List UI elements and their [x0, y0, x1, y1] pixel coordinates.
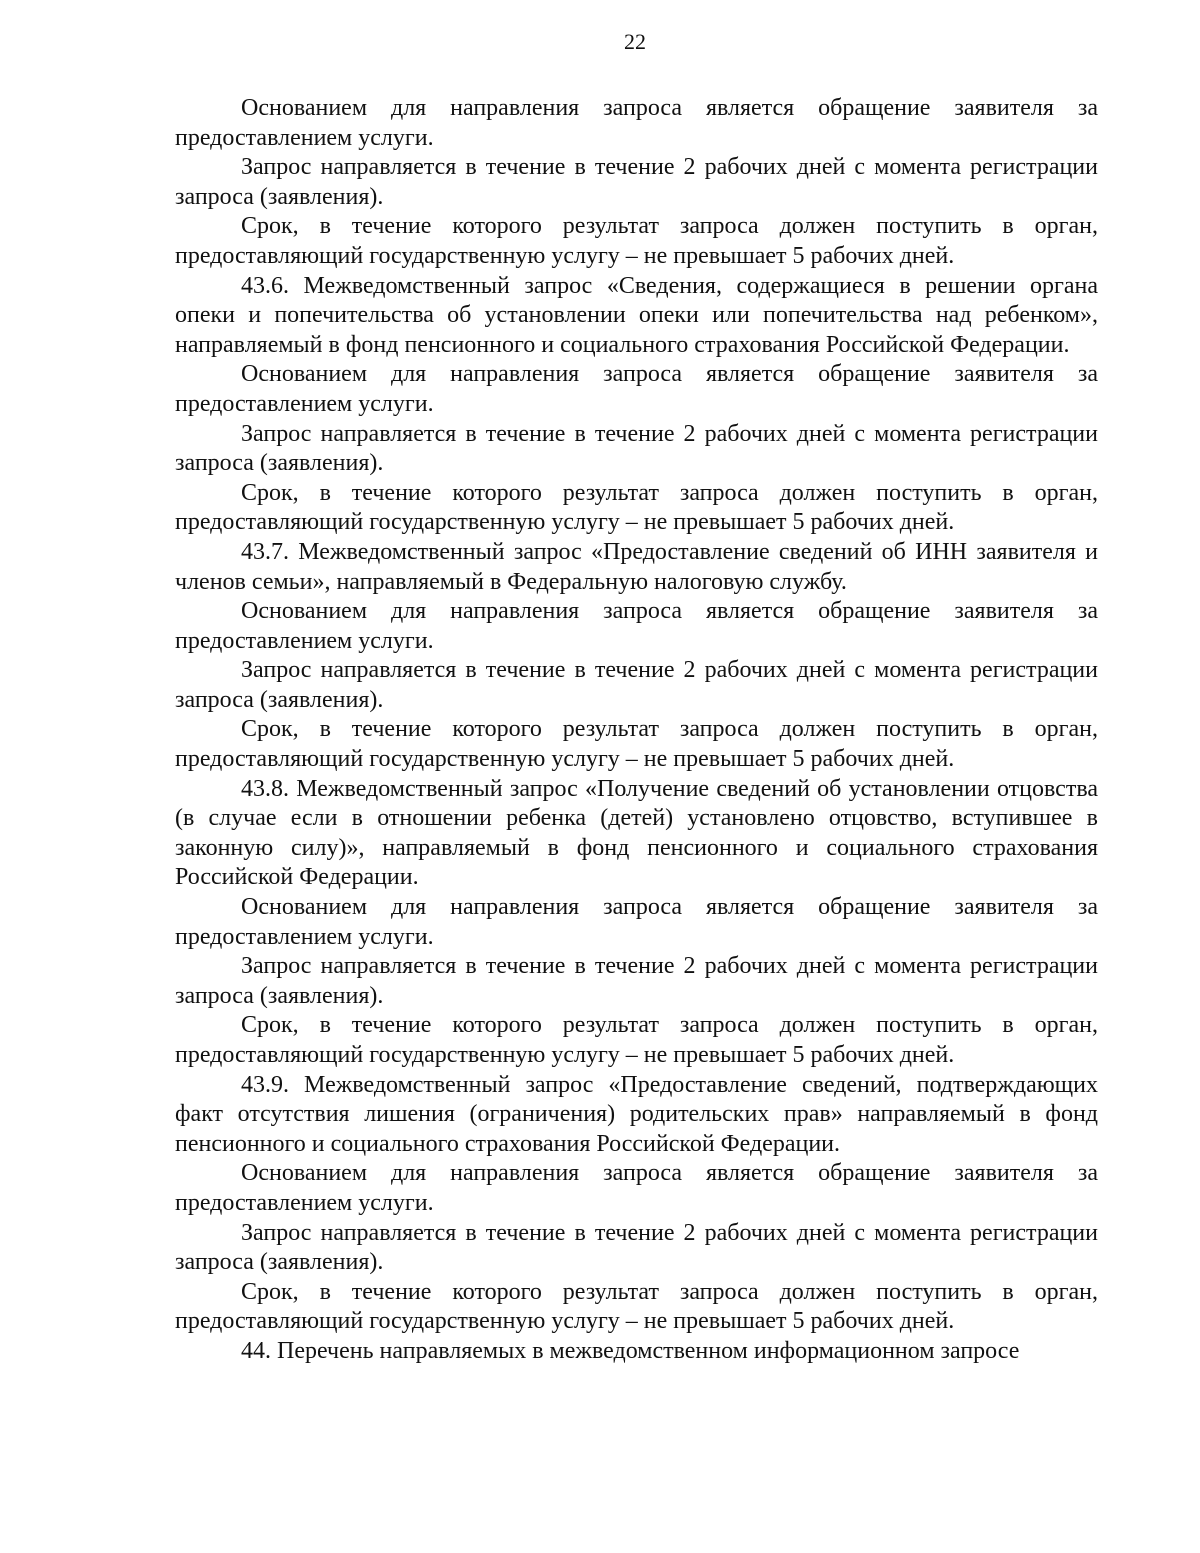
paragraph: Запрос направляется в течение в течение 2 рабочих дней с момента регистрации запроса (заявления).: [175, 953, 1098, 1009]
paragraph: Основанием для направления запроса является обращение заявителя за предоставлением услуги.: [175, 95, 1098, 151]
paragraph: Основанием для направления запроса является обращение заявителя за предоставлением услуги.: [175, 1160, 1098, 1216]
page-number: 22: [624, 29, 646, 54]
paragraph: Основанием для направления запроса является обращение заявителя за предоставлением услуги.: [175, 598, 1098, 654]
paragraph: Запрос направляется в течение в течение 2 рабочих дней с момента регистрации запроса (заявления).: [175, 1219, 1098, 1276]
paragraph: Основанием для направления запроса является обращение заявителя за предоставлением услуги.: [175, 894, 1098, 950]
section-43-9: 43.9. Межведомственный запрос «Предоставление сведений, подтверждающих факт отсутствия лишения (ограничения) родительских прав» направляемый в фонд пенсионного и социального страхования Российской Федерации.: [175, 1071, 1098, 1157]
document-body: [175, 94, 1098, 1367]
paragraph: Основанием для направления запроса является обращение заявителя за предоставлением услуги.: [175, 361, 1098, 417]
paragraph: Срок, в течение которого результат запроса должен поступить в орган, предоставляющий государственную услугу – не превышает 5 рабочих дней.: [175, 213, 1098, 269]
section-43-7: 43.7. Межведомственный запрос «Предоставление сведений об ИНН заявителя и членов семьи», направляемый в Федеральную налоговую службу.: [175, 538, 1098, 595]
paragraph: Срок, в течение которого результат запроса должен поступить в орган, предоставляющий государственную услугу – не превышает 5 рабочих дней.: [175, 1012, 1098, 1068]
section-43-6: 43.6. Межведомственный запрос «Сведения, содержащиеся в решении органа опеки и попечительства об установлении опеки или попечительства над ребенком», направляемый в фонд пенсионного и социального страхования Российской Федерации.: [175, 272, 1098, 358]
paragraph: Срок, в течение которого результат запроса должен поступить в орган, предоставляющий государственную услугу – не превышает 5 рабочих дней.: [175, 1278, 1098, 1335]
paragraph: Срок, в течение которого результат запроса должен поступить в орган, предоставляющий государственную услугу – не превышает 5 рабочих дней.: [175, 479, 1098, 536]
paragraph: Запрос направляется в течение в течение 2 рабочих дней с момента регистрации запроса (заявления).: [175, 420, 1098, 477]
paragraph: Запрос направляется в течение в течение 2 рабочих дней с момента регистрации запроса (заявления).: [175, 657, 1098, 713]
paragraph: Запрос направляется в течение в течение 2 рабочих дней с момента регистрации запроса (заявления).: [175, 154, 1098, 210]
section-43-8: 43.8. Межведомственный запрос «Получение сведений об установлении отцовства (в случае если в отношении ребенка (детей) установлено отцовство, вступившее в законную силу)», направляемый в фонд пенсионного и социального страхования Российской Федерации.: [175, 775, 1098, 891]
section-44: 44. Перечень направляемых в межведомственном информационном запросе: [241, 1337, 1020, 1364]
paragraph: Срок, в течение которого результат запроса должен поступить в орган, предоставляющий государственную услугу – не превышает 5 рабочих дней.: [175, 716, 1098, 773]
